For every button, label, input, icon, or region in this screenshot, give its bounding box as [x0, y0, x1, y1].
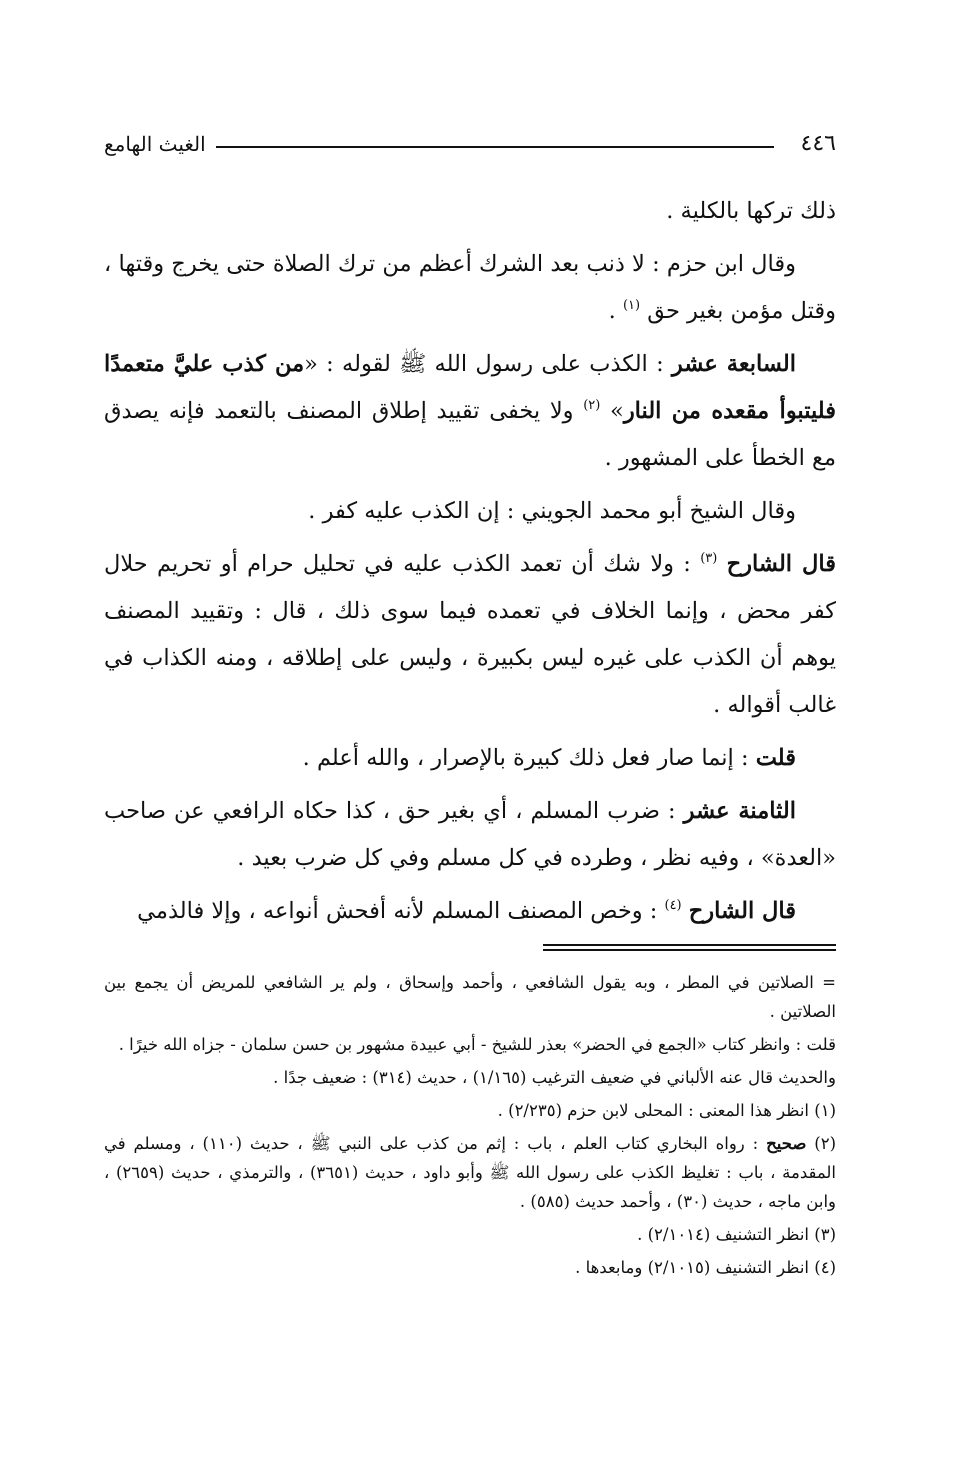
footnote-2	[104, 1129, 836, 1216]
page-header	[104, 128, 836, 168]
paragraph-8-text: : وخص المصنف المسلم لأنه أفحش أنواعه ، وإلا فالذمي	[137, 898, 665, 924]
page-number: ٤٤٦	[800, 131, 836, 156]
footnote-2-grade: صحيح	[766, 1134, 807, 1153]
paragraph-2-end: .	[608, 298, 623, 324]
paragraph-8	[104, 888, 836, 935]
main-text	[104, 188, 836, 941]
running-title: الغيث الهامع	[104, 132, 206, 156]
paragraph-6	[104, 735, 836, 782]
paragraph-4-text: وقال الشيخ أبو محمد الجويني : إن الكذب عليه كفر .	[308, 498, 796, 524]
author-label: قلت	[755, 745, 796, 771]
paragraph-6-text: : إنما صار فعل ذلك كبيرة بالإصرار ، والله أعلم .	[302, 745, 749, 771]
footnote-2-text: : رواه البخاري كتاب العلم ، باب : إثم من كذب على النبي ﷺ ، حديث (١١٠) ، ومسلم في المقدمة ، باب : تغليظ الكذب على رسول الله ﷺ وأبو داود ، حديث (٣٦٥١) ، والترمذي ، حديث (٢٦٥٩) ، وابن ماجه ، حديث (٣٠) ، وأحمد حديث (٥٨٥) .	[104, 1134, 837, 1211]
footnote-separator	[543, 944, 836, 951]
paragraph-1	[104, 188, 836, 235]
footnote-continuation-1: = الصلاتين في المطر ، وبه يقول الشافعي ، وأحمد وإسحاق ، ولم ير الشافعي للمريض أن يجمع بين الصلاتين .	[104, 973, 836, 1021]
footnote-4: (٤) انظر التشنيف (٢/١٠١٥) ومابعدها .	[575, 1258, 836, 1277]
footnote-ref-4: (٤)	[664, 898, 682, 913]
footnote-3: (٣) انظر التشنيف (٢/١٠١٤) .	[637, 1225, 836, 1244]
footnote-ref-3: (٣)	[700, 551, 718, 566]
paragraph-3-text-c: ولا يخفى تقييد إطلاق المصنف بالتعمد فإنه يصدق مع الخطأ على المشهور .	[104, 398, 836, 471]
paragraph-7-text: : ضرب المسلم ، أي بغير حق ، كذا حكاه الرافعي عن صاحب «العدة» ، وفيه نظر ، وطرده في كل مسلم وفي كل ضرب بعيد .	[104, 798, 836, 871]
heading-eighteenth: الثامنة عشر	[683, 798, 796, 824]
paragraph-2	[104, 241, 836, 335]
paragraph-3	[104, 341, 836, 482]
footnote-1: (١) انظر هذا المعنى : المحلى لابن حزم (٢/٢٣٥) .	[497, 1101, 836, 1120]
paragraph-1-text: ذلك تركها بالكلية .	[666, 198, 836, 224]
paragraph-2-text: وقال ابن حزم : لا ذنب بعد الشرك أعظم من ترك الصلاة حتى يخرج وقتها ، وقتل مؤمن بغير حق	[104, 251, 836, 324]
hadith-quote: من كذب عليَّ متعمدًا فليتبوأ مقعده من النار	[104, 351, 837, 424]
footnote-ref-2: (٢)	[583, 398, 601, 413]
commentator-label-1: قال الشارح	[726, 551, 836, 577]
heading-seventeenth: السابعة عشر	[671, 351, 796, 377]
commentator-label-2: قال الشارح	[688, 898, 796, 924]
footnote-continuation-3: والحديث قال عنه الألباني في ضعيف الترغيب (١/١٦٥) ، حديث (٣١٤) : ضعيف جدًا .	[273, 1068, 836, 1087]
footnote-continuation-2: قلت : وانظر كتاب «الجمع في الحضر» بعذر للشيخ - أبي عبيدة مشهور بن حسن سلمان - جزاه الله خيرًا .	[118, 1035, 836, 1054]
footnote-ref-1: (١)	[622, 298, 641, 313]
paragraph-5-text: : ولا شك أن تعمد الكذب عليه في تحليل حرام أو تحريم حلال كفر محض ، وإنما الخلاف في تعمده فيما سوى ذلك ، قال : وتقييد المصنف يوهم أن الكذب على غيره ليس بكبيرة ، وليس على إطلاقه ، ومنه الكذاب في غالب أقواله .	[104, 551, 836, 718]
footnotes	[104, 968, 836, 1286]
paragraph-3-text-b: »	[600, 398, 624, 424]
paragraph-7	[104, 788, 836, 882]
paragraph-4	[104, 488, 836, 535]
paragraph-5	[104, 541, 836, 729]
header-rule	[216, 146, 774, 148]
paragraph-3-text-a: : الكذب على رسول الله ﷺ لقوله : «	[304, 351, 672, 377]
footnote-2-number: (٢)	[806, 1134, 837, 1153]
